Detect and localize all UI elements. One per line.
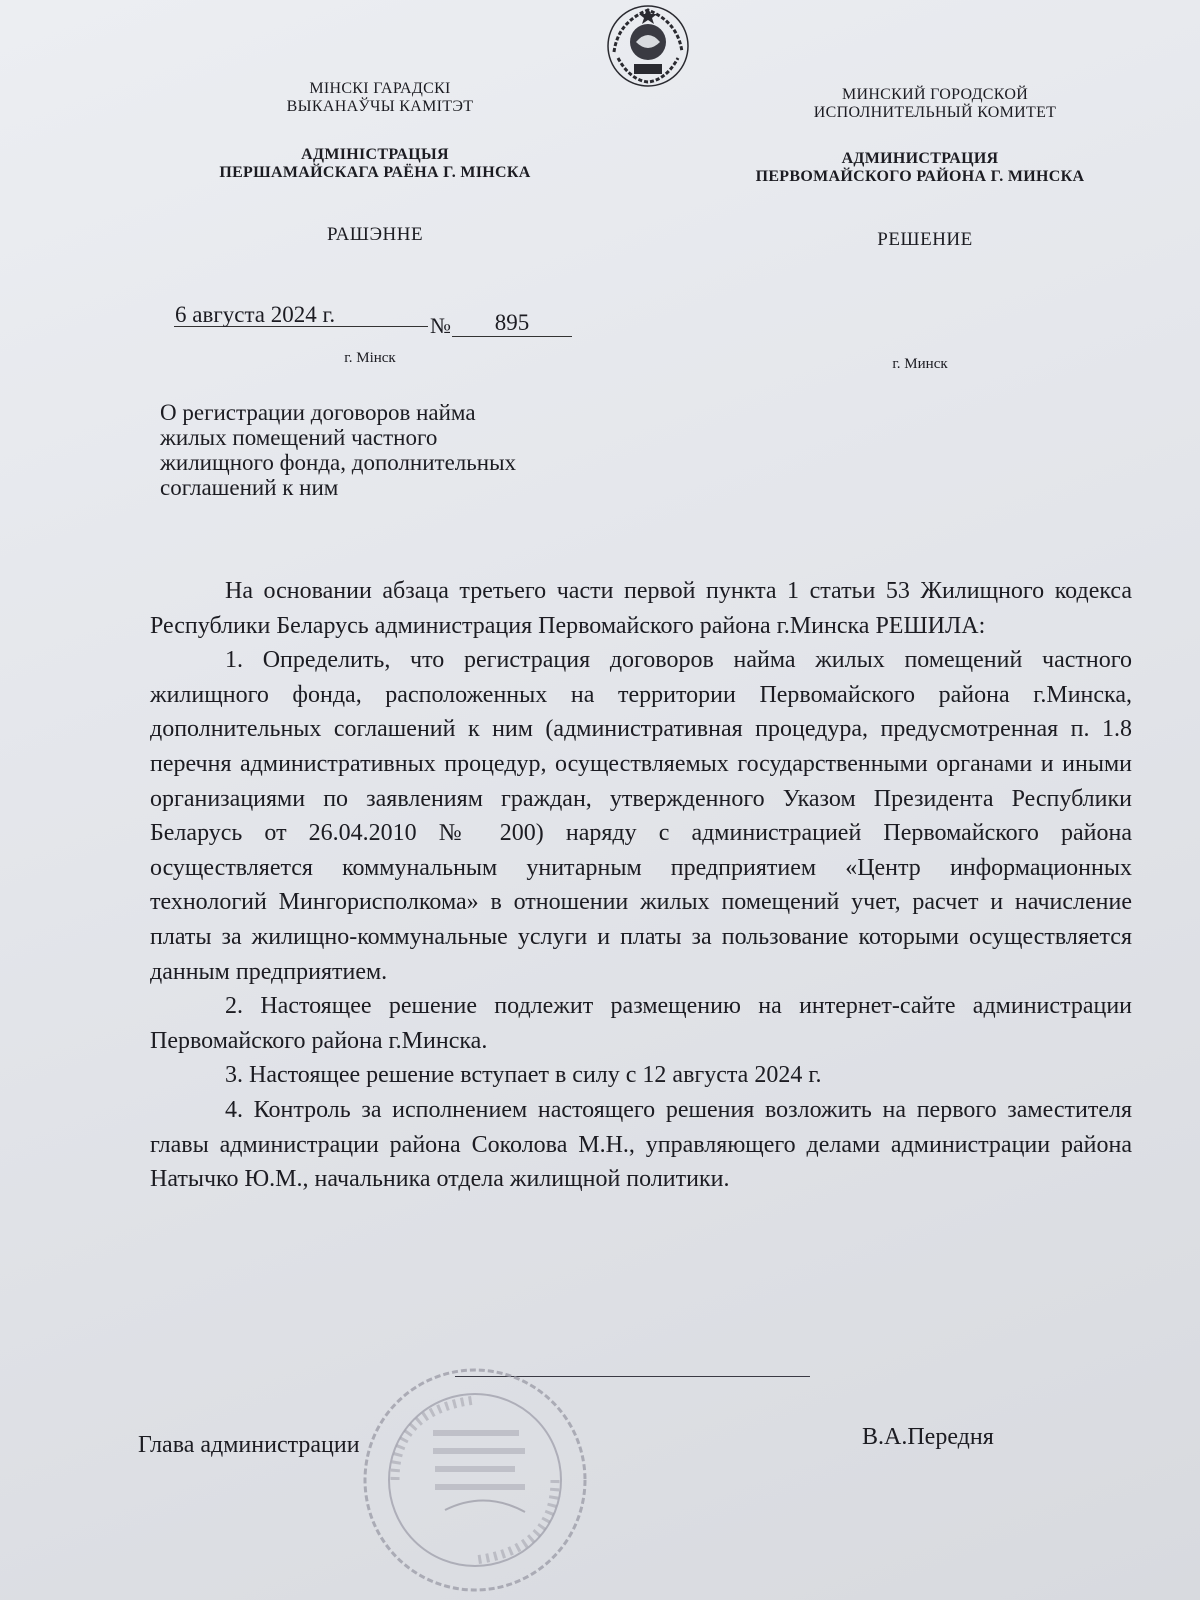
admin-name-left xyxy=(150,146,600,182)
doc-type-right: РЕШЕНИЕ xyxy=(877,229,973,250)
subject-line: жилищного фонда, дополнительных xyxy=(160,450,517,475)
item-3-paragraph: 3. Настоящее решение вступает в силу с 12 августа 2024 г. xyxy=(225,1062,822,1089)
decision-date: 6 августа 2024 г. xyxy=(175,302,336,327)
decision-body xyxy=(150,574,1132,1197)
org-line-2: ИСПОЛНИТЕЛЬНЫЙ КОМИТЕТ xyxy=(813,104,1057,121)
round-seal-stamp-icon xyxy=(355,1360,595,1600)
decision-subject xyxy=(160,400,680,500)
subject-line: жилых помещений частного xyxy=(160,425,438,450)
city-right: г. Минск xyxy=(892,356,948,372)
org-name-left xyxy=(230,80,530,116)
decision-number: 895 xyxy=(452,310,572,337)
subject-line: О регистрации договоров найма xyxy=(160,400,476,425)
belarus-coat-of-arms-icon xyxy=(600,2,696,90)
admin-line-2: ПЕРШАМАЙСКАГА РАЁНА Г. МІНСКА xyxy=(219,164,531,181)
admin-name-right xyxy=(700,150,1140,186)
signatory-name: В.А.Передня xyxy=(862,1424,994,1450)
city-left: г. Мінск xyxy=(344,350,396,366)
number-sign: № xyxy=(430,313,451,338)
doc-type-left: РАШЭННЕ xyxy=(326,224,424,245)
org-line-2: ВЫКАНАЎЧЫ КАМІТЭТ xyxy=(286,98,474,115)
item-1-paragraph: 1. Определить, что регистрация договоров найма жилых помещений частного жилищного фонда, расположенных на территории Первомайского района г.Минска, дополнительных соглашений к ним (административная процедура, предусмотренная п. 1.8 перечня административных процедур, осуществляемых государственными органами и иными организациями по заявлениям граждан, утвержденного Указом Президента Республики Беларусь от 26.04.2010 № 200) наряду с администрацией Первомайского района осуществляется коммунальным унитарным предприятием «Центр информационных технологий Мингорисполкома» в отношении жилых помещений учет, расчет и начисление платы за жилищно-коммунальные услуги и платы за пользование которыми осуществляется данным предприятием. xyxy=(150,647,1132,985)
org-name-right xyxy=(770,86,1100,122)
item-4-paragraph: 4. Контроль за исполнением настоящего решения возложить на первого заместителя главы администрации района Соколова М.Н., управляющего делами администрации района Натычко Ю.М., начальника отдела жилищной политики. xyxy=(150,1096,1132,1193)
org-line-1: МИНСКИЙ ГОРОДСКОЙ xyxy=(841,86,1029,103)
subject-line: соглашений к ним xyxy=(160,475,339,500)
org-line-1: МІНСКІ ГАРАДСКІ xyxy=(309,80,451,97)
preamble-paragraph: На основании абзаца третьего части первой пункта 1 статьи 53 Жилищного кодекса Республики Беларусь администрация Первомайского района г.Минска РЕШИЛА: xyxy=(150,578,1132,639)
item-2-paragraph: 2. Настоящее решение подлежит размещению на интернет-сайте администрации Первомайского района г.Минска. xyxy=(150,993,1132,1054)
signatory-title: Глава администрации xyxy=(138,1432,360,1458)
admin-line-2: ПЕРВОМАЙСКОГО РАЙОНА Г. МИНСКА xyxy=(755,168,1085,185)
admin-line-1: АДМИНИСТРАЦИЯ xyxy=(841,150,999,167)
admin-line-1: АДМІНІСТРАЦЫЯ xyxy=(301,146,449,163)
